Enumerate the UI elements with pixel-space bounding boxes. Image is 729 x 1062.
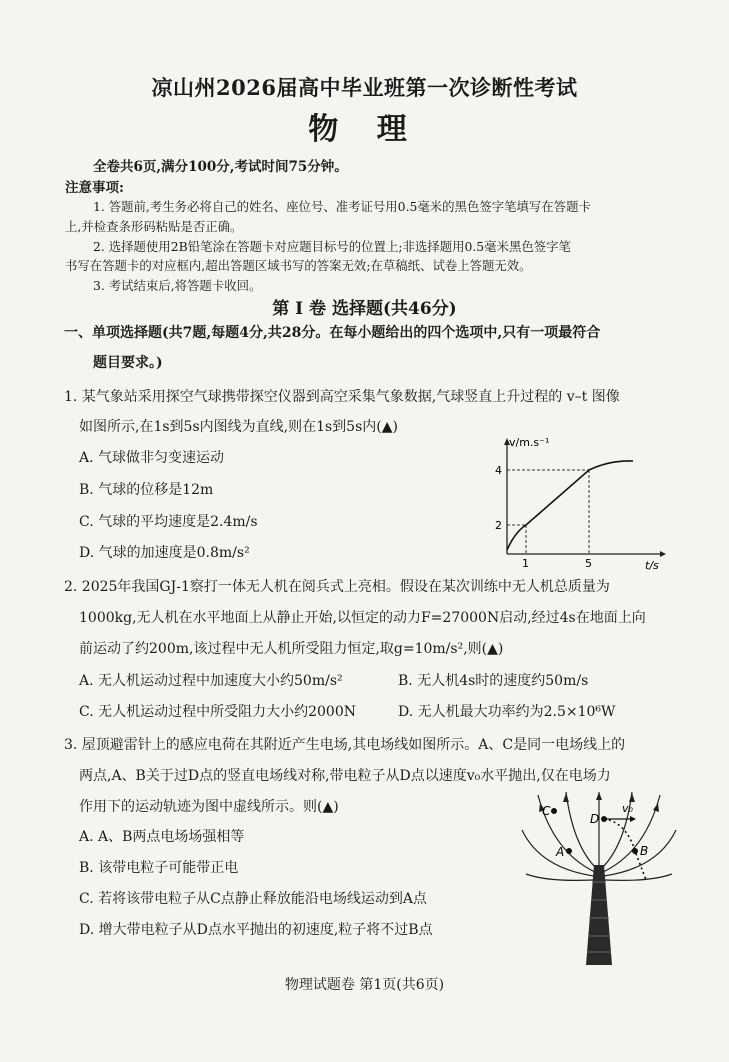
- x-tick-5: 5: [585, 557, 592, 570]
- q3-option-c: C. 若将该带电粒子从C点静止释放能沿电场线运动到A点: [79, 891, 427, 907]
- label-c: C: [542, 804, 551, 818]
- point-a: [566, 848, 572, 854]
- q1-vt-graph: [485, 432, 670, 572]
- x-tick-1: 1: [522, 557, 529, 570]
- y-axis-label: v/m.s⁻¹: [509, 436, 550, 449]
- label-v0: v₀: [622, 802, 633, 815]
- q2-stem: 前运动了约200m,该过程中无人机所受阻力恒定,取g=10m/s²,则(▲): [79, 641, 504, 657]
- q2-option-b: B. 无人机4s时的速度约50m/s: [398, 673, 589, 689]
- q3-option-d: D. 增大带电粒子从D点水平抛出的初速度,粒子将不过B点: [79, 922, 433, 938]
- y-tick-4: 4: [495, 464, 502, 477]
- section-instruction: 一、单项选择题(共7题,每题4分,共28分。在每小题给出的四个选项中,只有一项最符合: [64, 325, 601, 341]
- notice-heading: 注意事项:: [65, 180, 124, 196]
- field-line: [566, 792, 596, 868]
- exam-title: 凉山州2026届高中毕业班第一次诊断性考试: [151, 75, 578, 100]
- q3-stem: 作用下的运动轨迹为图中虚线所示。则(▲): [79, 799, 339, 815]
- q1-option-d: D. 气球的加速度是0.8m/s²: [79, 545, 250, 561]
- field-arrow: [596, 792, 602, 800]
- x-axis-label: t/s: [645, 559, 659, 572]
- point-c: [551, 808, 557, 814]
- label-b: B: [640, 844, 649, 858]
- notice-line: 3. 考试结束后,将答题卡收回。: [93, 278, 262, 293]
- q2-stem: 2. 2025年我国GJ-1察打一体无人机在阅兵式上亮相。假设在某次训练中无人机总质量为: [64, 579, 610, 595]
- label-d: D: [590, 812, 600, 826]
- label-a: A: [556, 845, 565, 859]
- notice-line: 上,并检查条形码粘贴是否正确。: [65, 219, 243, 234]
- q1-stem: 1. 某气象站采用探空气球携带探空仪器到高空采集气象数据,气球竖直上升过程的 v–t 图像: [64, 389, 620, 405]
- q2-option-a: A. 无人机运动过程中加速度大小约50m/s²: [79, 673, 343, 689]
- exam-intro: 全卷共6页,满分100分,考试时间75分钟。: [93, 159, 348, 175]
- notice-line: 书写在答题卡的对应框内,超出答题区域书写的答案无效;在草稿纸、试卷上答题无效。: [65, 258, 532, 273]
- q3-option-a: A. A、B两点电场场强相等: [79, 829, 245, 845]
- section-instruction: 题目要求。): [93, 355, 163, 371]
- x-axis-arrow: [660, 551, 666, 557]
- notice-line: 1. 答题前,考生务必将自己的姓名、座位号、准考证号用0.5毫米的黑色签字笔填写在答题卡: [93, 199, 591, 214]
- field-line: [526, 874, 593, 880]
- q2-stem: 1000kg,无人机在水平地面上从静止开始,以恒定的动力F=27000N启动,经过4s在地面上向: [79, 610, 646, 626]
- notice-line: 2. 选择题使用2B铅笔涂在答题卡对应题目标号的位置上;非选择题用0.5毫米黑色签字笔: [93, 239, 571, 254]
- q1-option-b: B. 气球的位移是12m: [79, 482, 214, 498]
- q3-option-b: B. 该带电粒子可能带正电: [79, 860, 239, 876]
- q1-stem: 如图所示,在1s到5s内图线为直线,则在1s到5s内(▲): [79, 419, 398, 435]
- page-footer: 物理试题卷 第1页(共6页): [284, 977, 445, 993]
- field-arrow: [629, 793, 635, 802]
- field-arrow: [563, 793, 569, 802]
- q3-stem: 3. 屋顶避雷针上的感应电荷在其附近产生电场,其电场线如图所示。A、C是同一电场线上的: [64, 737, 626, 753]
- q2-option-d: D. 无人机最大功率约为2.5×10⁶W: [398, 704, 616, 720]
- subject-title: 物 理: [308, 112, 421, 147]
- field-arrow: [653, 803, 659, 812]
- q3-stem: 两点,A、B关于过D点的竖直电场线对称,带电粒子从D点以速度v₀水平抛出,仅在电场力: [79, 768, 611, 784]
- q3-field-figure: [518, 790, 678, 965]
- y-tick-2: 2: [495, 519, 502, 532]
- q1-option-c: C. 气球的平均速度是2.4m/s: [79, 514, 258, 530]
- velocity-arrowhead: [630, 816, 636, 822]
- q1-option-a: A. 气球做非匀变速运动: [79, 450, 225, 466]
- q2-option-c: C. 无人机运动过程中所受阻力大小约2000N: [79, 704, 356, 720]
- field-line: [605, 874, 672, 880]
- section-title: 第 Ⅰ 卷 选择题(共46分): [272, 299, 457, 319]
